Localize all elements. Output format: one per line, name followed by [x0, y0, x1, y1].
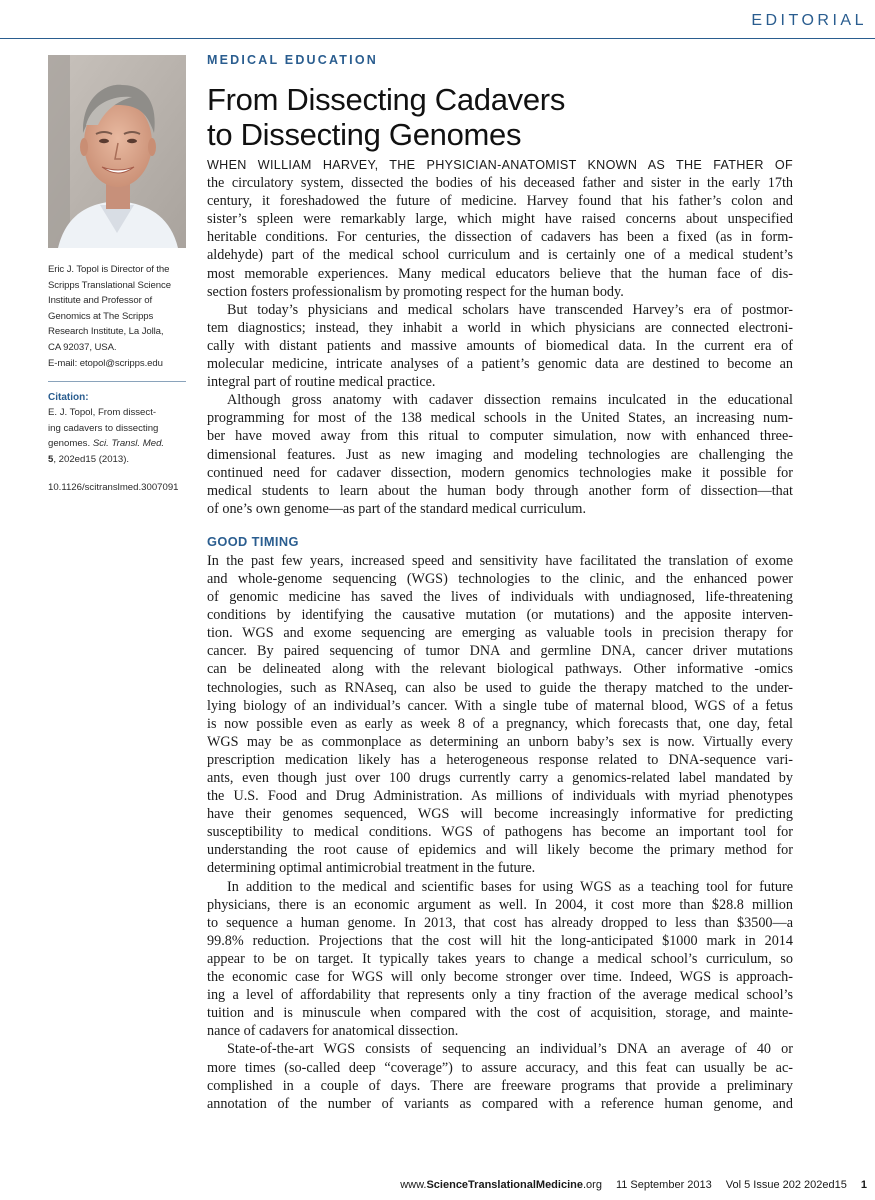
- text-line: dimensional features. Just as new imaging and modeling technologies are challenging the: [207, 446, 793, 463]
- text-line: 99.8% reduction. Projections that the cost will hit the long-anticipated $1000 mark in 2014: [207, 932, 793, 949]
- section-header-label: EDITORIAL: [751, 12, 867, 29]
- url-bold: ScienceTranslationalMedicine: [426, 1179, 583, 1191]
- footer-date: 11 September 2013: [615, 1179, 712, 1191]
- text-line: tion. WGS and exome sequencing are emerging as valuable tools in precision therapy for: [207, 625, 793, 642]
- text-line: of one’s own genome—as part of the standard medical curriculum.: [207, 500, 587, 517]
- citation-journal: Sci. Transl. Med.: [92, 438, 165, 450]
- citation-heading: Citation:: [48, 392, 89, 404]
- text-line: ants, even though just over 100 drugs currently carry a genomics-related label mandated by: [207, 770, 793, 786]
- paragraph-2: [207, 301, 793, 391]
- doi-link[interactable]: 10.1126/scitranslmed.3007091: [48, 481, 179, 493]
- section-label: MEDICAL EDUCATION: [207, 53, 378, 67]
- text-line: determining optimal antimicrobial treatment in the future.: [207, 860, 536, 877]
- text-line: conditions by identifying the causative mutation (or mutations) and the apposite interven-: [207, 607, 793, 624]
- page-footer: [400, 1179, 867, 1191]
- text-line: heritable conditions. For centuries, the dissection of cadavers has been a fixed (as in form-: [207, 229, 793, 246]
- text-line: annotation of the number of variants as compared with a reference human genome, and: [207, 1095, 793, 1112]
- author-email[interactable]: E-mail: etopol@scripps.edu: [48, 357, 163, 369]
- text-line: of genomic medicine has saved the lives of individuals with undiagnosed, life-threatening: [207, 589, 793, 606]
- text-line: tuition and is minuscule when compared with the cost of acquisition, storage, and mainte-: [207, 1005, 793, 1022]
- bio-line: Genomics at The Scripps: [48, 310, 154, 322]
- text-line: can be delineated along with the relevant biological pathways. Other informative -omics: [207, 661, 793, 678]
- text-line: programming for most of the 138 medical schools in the United States, an increasing num-: [207, 410, 793, 427]
- author-bio: [48, 262, 196, 371]
- bio-line: Research Institute, La Jolla,: [48, 326, 164, 338]
- text-line: most memorable experiences. Many medical educators believe that the human face of dis-: [207, 265, 793, 282]
- paragraph-1: [207, 174, 793, 301]
- sidebar-divider: [48, 381, 186, 382]
- text-line: WGS may be as commonplace as determining an unborn baby’s sex is now. Virtually every: [207, 733, 793, 750]
- text-line: In addition to the medical and scientific bases for using WGS as a teaching tool for future: [227, 878, 793, 895]
- text-line: ing a level of affordability that represents only a tiny fraction of the average medical school’s: [207, 987, 793, 1004]
- text-line: the economic case for WGS will only become stronger over time. Indeed, WGS is approach-: [207, 969, 793, 986]
- text-line: and whole-genome sequencing (WGS) technologies to the clinic, and the enhanced power: [207, 570, 793, 587]
- author-portrait: [48, 55, 186, 248]
- text-line: complished in a couple of days. There are freeware programs that provide a preliminary: [207, 1077, 793, 1094]
- page-number: 1: [860, 1179, 867, 1191]
- citation-line: ing cadavers to dissecting: [48, 422, 159, 434]
- text-line: State-of-the-art WGS consists of sequencing an individual’s DNA an average of 40 or: [227, 1041, 793, 1058]
- text-line: In the past few years, increased speed and sensitivity have facilitated the translation of exome: [207, 552, 793, 569]
- bio-line: CA 92037, USA.: [48, 341, 117, 353]
- text-line: technologies, such as RNAseq, can also be used to guide the therapy matched to the under-: [207, 679, 793, 696]
- citation-line: [48, 436, 196, 452]
- text-line: integral part of routine medical practice.: [207, 374, 436, 391]
- citation-rest: , 202ed15 (2013).: [53, 453, 130, 465]
- text-line: cancer. By paired sequencing of tumor DNA and germline DNA, cancer driver mutations: [207, 643, 793, 660]
- title-line: From Dissecting Cadavers: [207, 82, 566, 117]
- bio-line: Scripps Translational Science: [48, 279, 171, 291]
- text-line: sister’s spleen were remarkably large, which might have raised concerns about unspecified: [207, 211, 793, 228]
- citation-title-end: genomes.: [48, 438, 91, 450]
- text-line: section fosters professionalism by promoting respect for the human body.: [207, 283, 624, 300]
- paragraph-5: [207, 878, 793, 1041]
- article-main: [207, 53, 793, 1113]
- text-line: physicians, there is an economic argument as well. In 2004, it cost more than $28.8 million: [207, 896, 793, 913]
- text-line: Although gross anatomy with cadaver dissection remains inculcated in the educational: [227, 392, 793, 409]
- text-line: lying biology of an individual’s cancer. With a single tube of maternal blood, WGS of a fetus: [207, 697, 793, 714]
- bio-line: Eric J. Topol is Director of the: [48, 264, 170, 275]
- text-line: have their genomes sequenced, WGS will become increasingly informative for predicting: [207, 806, 793, 823]
- paragraph-3: [207, 391, 793, 518]
- bio-line: Institute and Professor of: [48, 295, 153, 307]
- text-line: tem diagnostics; instead, they inhabit a world in which physicians are connected electroni-: [207, 319, 793, 336]
- footer-url[interactable]: [400, 1179, 602, 1191]
- text-line: the circulatory system, dissected the bodies of his deceased father and sister in the early 17th: [207, 175, 793, 192]
- citation-line: [48, 452, 196, 468]
- url-suffix: .org: [582, 1179, 602, 1191]
- text-line: continued need for cadaver dissection, modern genomics technologies make it possible for: [207, 464, 793, 481]
- lead-caps: WHEN WILLIAM HARVEY, THE PHYSICIAN-ANATOMIST KNOWN AS THE FATHER OF: [207, 158, 793, 172]
- url-prefix: www.: [400, 1179, 427, 1191]
- lead-line: [207, 156, 793, 174]
- text-line: to sequence a human genome. In 2013, that cost has already dropped to less than $3500—a: [207, 914, 793, 931]
- text-line: ber have moved away from this ritual to computer simulation, now with enhanced three-: [207, 428, 793, 445]
- text-line: is now possible even as early as week 8 of a pregnancy, which forecasts that, one day, fetal: [207, 715, 793, 732]
- paragraph-4: [207, 552, 793, 878]
- text-line: century, it foreshadowed the future of medicine. Harvey found that his father’s colon and: [207, 193, 793, 210]
- text-line: appear to be on target. It typically takes years to change a medical school’s curriculum, so: [207, 950, 793, 967]
- text-line: cally with distant patients and massive amounts of biomedical data. In the current era of: [207, 337, 793, 354]
- header-rule: [0, 38, 875, 39]
- footer-volume: Vol 5 Issue 202 202ed15: [725, 1179, 847, 1191]
- text-line: But today’s physicians and medical scholars have transcended Harvey’s era of postmor-: [227, 301, 793, 318]
- paragraph-6: [207, 1040, 793, 1112]
- text-line: prescription medication likely has a heterogeneous response related to DNA-sequence vari-: [207, 751, 793, 768]
- text-line: more times (so-called deep “coverage”) to assure accuracy, and this feat can usually be ac-: [207, 1059, 793, 1076]
- text-line: the U.S. Food and Drug Administration. As millions of individuals with myriad phenotypes: [207, 788, 793, 805]
- citation-text: [48, 405, 196, 467]
- citation-line: E. J. Topol, From dissect-: [48, 407, 157, 419]
- article-title: [207, 82, 793, 152]
- text-line: molecular medicine, intricate analyses of a patient’s genomic data are destined to become an: [207, 356, 793, 373]
- text-line: medical students to learn about the human body through another form of dissection—that: [207, 482, 793, 499]
- article-body: [207, 156, 793, 1113]
- text-line: susceptibility to medical conditions. WGS of pathogens has become an important tool for: [207, 824, 793, 841]
- text-line: nance of cadavers for anatomical dissection.: [207, 1023, 459, 1040]
- text-line: understanding the root cause of epidemics and will likely become the primary method for: [207, 842, 793, 859]
- title-line: to Dissecting Genomes: [207, 117, 522, 152]
- citation-volume: 5: [48, 453, 54, 465]
- text-line: aldehyde) part of the medical school curriculum and is certainly one of a medical student’s: [207, 247, 793, 264]
- author-sidebar: [48, 55, 196, 493]
- subhead-good-timing: GOOD TIMING: [207, 533, 299, 549]
